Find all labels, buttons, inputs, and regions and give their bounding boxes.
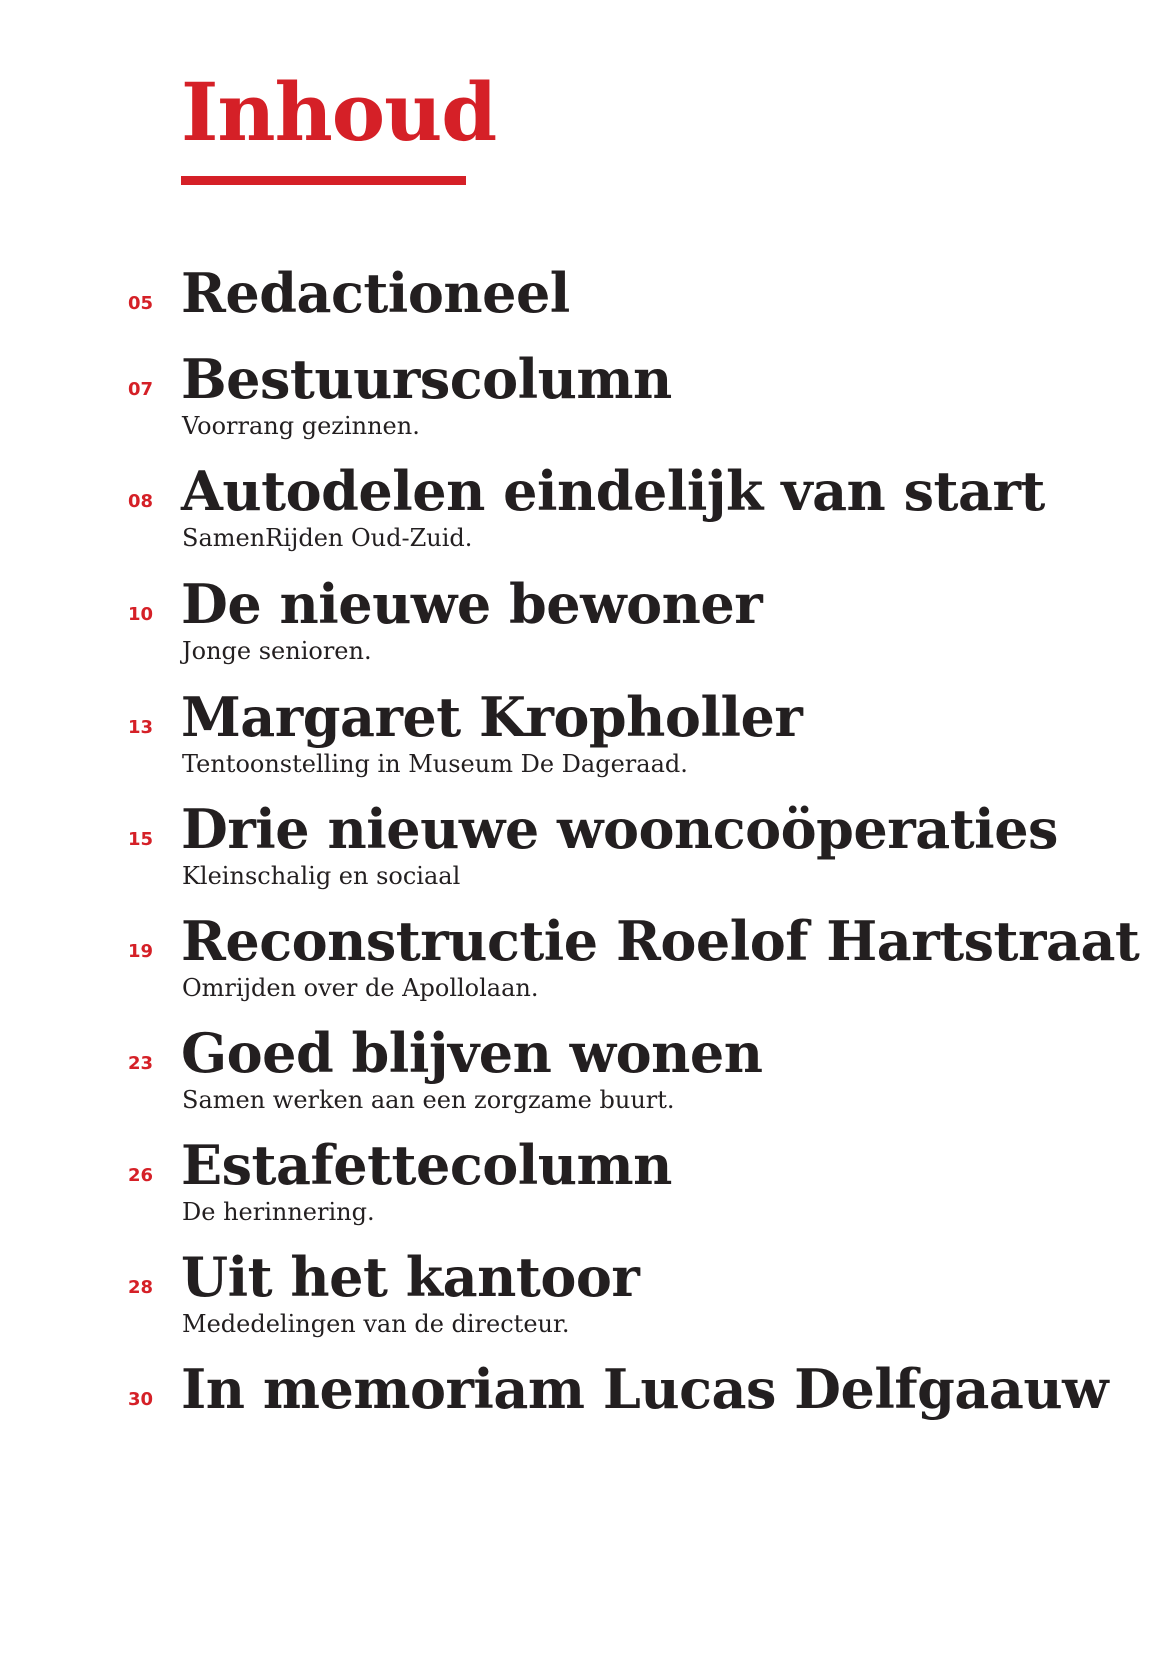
- toc-entry-subtitle: Omrijden over de Apollolaan.: [182, 974, 539, 1002]
- toc-page-number: 26: [127, 1165, 153, 1186]
- toc-page-number: 07: [127, 379, 153, 400]
- toc-page-number: 19: [127, 941, 153, 962]
- toc-entry-subtitle: SamenRijden Oud-Zuid.: [182, 524, 473, 552]
- toc-entry-title: Goed blijven wonen: [181, 1021, 763, 1085]
- title-underline: [181, 176, 466, 185]
- toc-entry-title: Margaret Kropholler: [181, 685, 803, 749]
- toc-page-number: 30: [127, 1389, 153, 1410]
- toc-entry-subtitle: De herinnering.: [182, 1198, 375, 1226]
- toc-entry-subtitle: Kleinschalig en sociaal: [182, 862, 461, 890]
- toc-entry-title: Redactioneel: [181, 261, 570, 325]
- toc-entry-subtitle: Jonge senioren.: [182, 637, 372, 665]
- toc-entry-title: Uit het kantoor: [181, 1245, 640, 1309]
- page-title: Inhoud: [181, 65, 497, 159]
- toc-entry-subtitle: Samen werken aan een zorgzame buurt.: [182, 1086, 675, 1114]
- toc-entry-title: Estafettecolumn: [181, 1133, 672, 1197]
- toc-entry-subtitle: Tentoonstelling in Museum De Dageraad.: [182, 750, 688, 778]
- toc-page-number: 10: [127, 604, 153, 625]
- toc-entry-title: De nieuwe bewoner: [181, 572, 763, 636]
- toc-entry-title: In memoriam Lucas Delfgaauw: [181, 1357, 1109, 1421]
- toc-page-number: 08: [127, 491, 153, 512]
- toc-entry-title: Reconstructie Roelof Hartstraat: [181, 909, 1140, 973]
- toc-page-number: 28: [127, 1277, 153, 1298]
- toc-entry-subtitle: Voorrang gezinnen.: [182, 412, 420, 440]
- toc-entry-title: Drie nieuwe wooncoöperaties: [181, 797, 1058, 861]
- toc-page-number: 23: [127, 1053, 153, 1074]
- toc-entry-title: Bestuurscolumn: [181, 347, 672, 411]
- toc-page-number: 05: [127, 293, 153, 314]
- toc-page-number: 15: [127, 829, 153, 850]
- toc-entry-subtitle: Mededelingen van de directeur.: [182, 1310, 570, 1338]
- toc-page-number: 13: [127, 717, 153, 738]
- toc-entry-title: Autodelen eindelijk van start: [181, 459, 1045, 523]
